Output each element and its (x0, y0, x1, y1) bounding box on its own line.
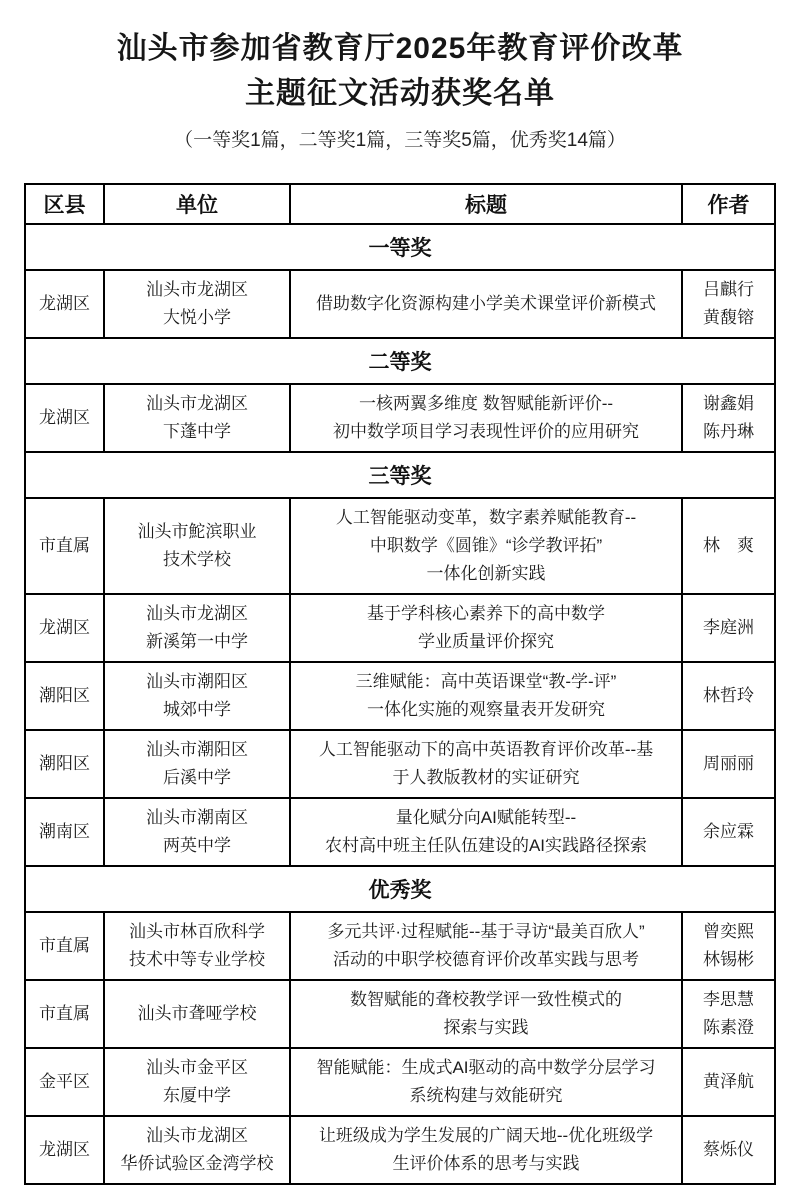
title-cell (290, 270, 682, 338)
table-row (25, 730, 775, 798)
title-line: 探索与实践 (443, 1018, 529, 1037)
table-row (25, 1048, 775, 1116)
district-cell: 潮阳区 (25, 730, 104, 798)
district-cell: 龙湖区 (25, 270, 104, 338)
table-row (25, 498, 775, 594)
author-cell (682, 270, 775, 338)
title-line: 智能赋能：生成式AI驱动的高中数学分层学习 (316, 1058, 656, 1077)
table-header-row (25, 184, 775, 224)
table-row (25, 594, 775, 662)
author-cell (682, 594, 775, 662)
title-line: 借助数字化资源构建小学美术课堂评价新模式 (316, 294, 656, 313)
page-subtitle: （一等奖1篇，二等奖1篇，三等奖5篇，优秀奖14篇） (174, 130, 626, 151)
unit-line: 汕头市潮阳区 (146, 740, 248, 759)
title-cell (290, 662, 682, 730)
section-label: 一等奖 (25, 224, 775, 270)
unit-cell (104, 980, 290, 1048)
unit-line: 汕头市潮阳区 (146, 672, 248, 691)
unit-line: 后溪中学 (163, 768, 231, 787)
unit-cell (104, 498, 290, 594)
title-line: 学业质量评价探究 (418, 632, 554, 651)
title-line: 基于学科核心素养下的高中数学 (367, 604, 605, 623)
title-line: 人工智能驱动变革，数字素养赋能教育-- (335, 508, 637, 527)
unit-line: 汕头市鮀滨职业 (137, 522, 257, 541)
table-row (25, 384, 775, 452)
author-cell (682, 980, 775, 1048)
page-title-line2: 主题征文活动获奖名单 (245, 77, 555, 110)
header-district: 区县 (25, 184, 104, 224)
awards-table (24, 183, 776, 1185)
author-cell (682, 730, 775, 798)
authors-line: 周丽丽 (703, 754, 754, 773)
unit-line: 汕头市龙湖区 (146, 280, 248, 299)
unit-cell (104, 594, 290, 662)
table-row (25, 270, 775, 338)
page-title (0, 26, 800, 116)
title-cell (290, 798, 682, 866)
title-line: 活动的中职学校德育评价改革实践与思考 (333, 950, 639, 969)
section-header-row (25, 224, 775, 270)
page-title-line1: 汕头市参加省教育厅2025年教育评价改革 (116, 32, 684, 65)
table-row (25, 662, 775, 730)
section-header-row (25, 338, 775, 384)
unit-line: 汕头市龙湖区 (146, 394, 248, 413)
author-cell (682, 1048, 775, 1116)
unit-line: 新溪第一中学 (146, 632, 248, 651)
title-line: 人工智能驱动下的高中英语教育评价改革--基 (318, 740, 654, 759)
title-cell (290, 730, 682, 798)
unit-line: 东厦中学 (163, 1086, 231, 1105)
title-cell (290, 384, 682, 452)
authors-line: 陈丹琳 (703, 422, 754, 441)
unit-cell (104, 662, 290, 730)
unit-line: 华侨试验区金湾学校 (120, 1154, 274, 1173)
district-cell: 潮南区 (25, 798, 104, 866)
title-cell (290, 980, 682, 1048)
section-label: 优秀奖 (25, 866, 775, 912)
section-label: 三等奖 (25, 452, 775, 498)
unit-line: 汕头市林百欣科学 (129, 922, 265, 941)
author-cell (682, 1116, 775, 1184)
district-cell: 潮阳区 (25, 662, 104, 730)
authors-line: 吕麒行 (703, 280, 754, 299)
district-cell: 龙湖区 (25, 594, 104, 662)
title-line: 生评价体系的思考与实践 (392, 1154, 580, 1173)
author-cell (682, 662, 775, 730)
title-line: 一体化实施的观察量表开发研究 (367, 700, 605, 719)
title-cell (290, 1048, 682, 1116)
title-cell (290, 498, 682, 594)
unit-cell (104, 730, 290, 798)
authors-line: 陈素澄 (703, 1018, 754, 1037)
title-line: 系统构建与效能研究 (409, 1086, 563, 1105)
district-cell: 龙湖区 (25, 384, 104, 452)
table-row (25, 798, 775, 866)
title-line: 初中数学项目学习表现性评价的应用研究 (333, 422, 639, 441)
header-unit: 单位 (104, 184, 290, 224)
authors-line: 李思慧 (703, 990, 754, 1009)
authors-line: 林哲玲 (703, 686, 754, 705)
unit-line: 汕头市金平区 (146, 1058, 248, 1077)
title-line: 三维赋能：高中英语课堂“教-学-评” (355, 672, 617, 691)
authors-line: 余应霖 (703, 822, 754, 841)
unit-line: 汕头市聋哑学校 (137, 1004, 257, 1023)
authors-line: 黄馥镕 (703, 308, 754, 327)
title-line: 一核两翼多维度 数智赋能新评价-- (358, 394, 614, 413)
authors-line: 林锡彬 (703, 950, 754, 969)
unit-cell (104, 798, 290, 866)
header-author: 作者 (682, 184, 775, 224)
header-title: 标题 (290, 184, 682, 224)
authors-line: 曾奕熙 (703, 922, 754, 941)
unit-line: 技术学校 (163, 550, 231, 569)
title-cell (290, 594, 682, 662)
title-line: 农村高中班主任队伍建设的AI实践路径探索 (324, 836, 648, 855)
title-line: 量化赋分向AI赋能转型-- (395, 808, 577, 827)
district-cell: 金平区 (25, 1048, 104, 1116)
district-cell: 龙湖区 (25, 1116, 104, 1184)
title-line: 于人教版教材的实证研究 (392, 768, 580, 787)
unit-line: 城郊中学 (163, 700, 231, 719)
title-cell (290, 912, 682, 980)
unit-line: 下蓬中学 (163, 422, 231, 441)
district-cell: 市直属 (25, 912, 104, 980)
authors-line: 李庭洲 (703, 618, 754, 637)
unit-cell (104, 1048, 290, 1116)
section-label: 二等奖 (25, 338, 775, 384)
unit-line: 汕头市龙湖区 (146, 604, 248, 623)
section-header-row (25, 866, 775, 912)
section-header-row (25, 452, 775, 498)
title-line: 让班级成为学生发展的广阔天地--优化班级学 (318, 1126, 654, 1145)
table-row (25, 1116, 775, 1184)
unit-line: 汕头市潮南区 (146, 808, 248, 827)
title-line: 多元共评·过程赋能--基于寻访“最美百欣人” (327, 922, 645, 941)
authors-line: 黄泽航 (703, 1072, 754, 1091)
unit-cell (104, 270, 290, 338)
table-row (25, 912, 775, 980)
authors-line: 蔡烁仪 (703, 1140, 754, 1159)
district-cell: 市直属 (25, 498, 104, 594)
unit-line: 大悦小学 (163, 308, 231, 327)
author-cell (682, 498, 775, 594)
author-cell (682, 384, 775, 452)
title-line: 一体化创新实践 (426, 564, 546, 583)
table-row (25, 980, 775, 1048)
author-cell (682, 912, 775, 980)
unit-cell (104, 1116, 290, 1184)
unit-line: 技术中等专业学校 (129, 950, 265, 969)
authors-line: 谢鑫娟 (703, 394, 754, 413)
unit-cell (104, 384, 290, 452)
title-cell (290, 1116, 682, 1184)
district-cell: 市直属 (25, 980, 104, 1048)
unit-cell (104, 912, 290, 980)
unit-line: 汕头市龙湖区 (146, 1126, 248, 1145)
author-cell (682, 798, 775, 866)
unit-line: 两英中学 (163, 836, 231, 855)
title-line: 中职数学《圆锥》“诊学教评拓” (369, 536, 603, 555)
authors-line: 林 爽 (703, 536, 754, 555)
title-line: 数智赋能的聋校教学评一致性模式的 (350, 990, 622, 1009)
